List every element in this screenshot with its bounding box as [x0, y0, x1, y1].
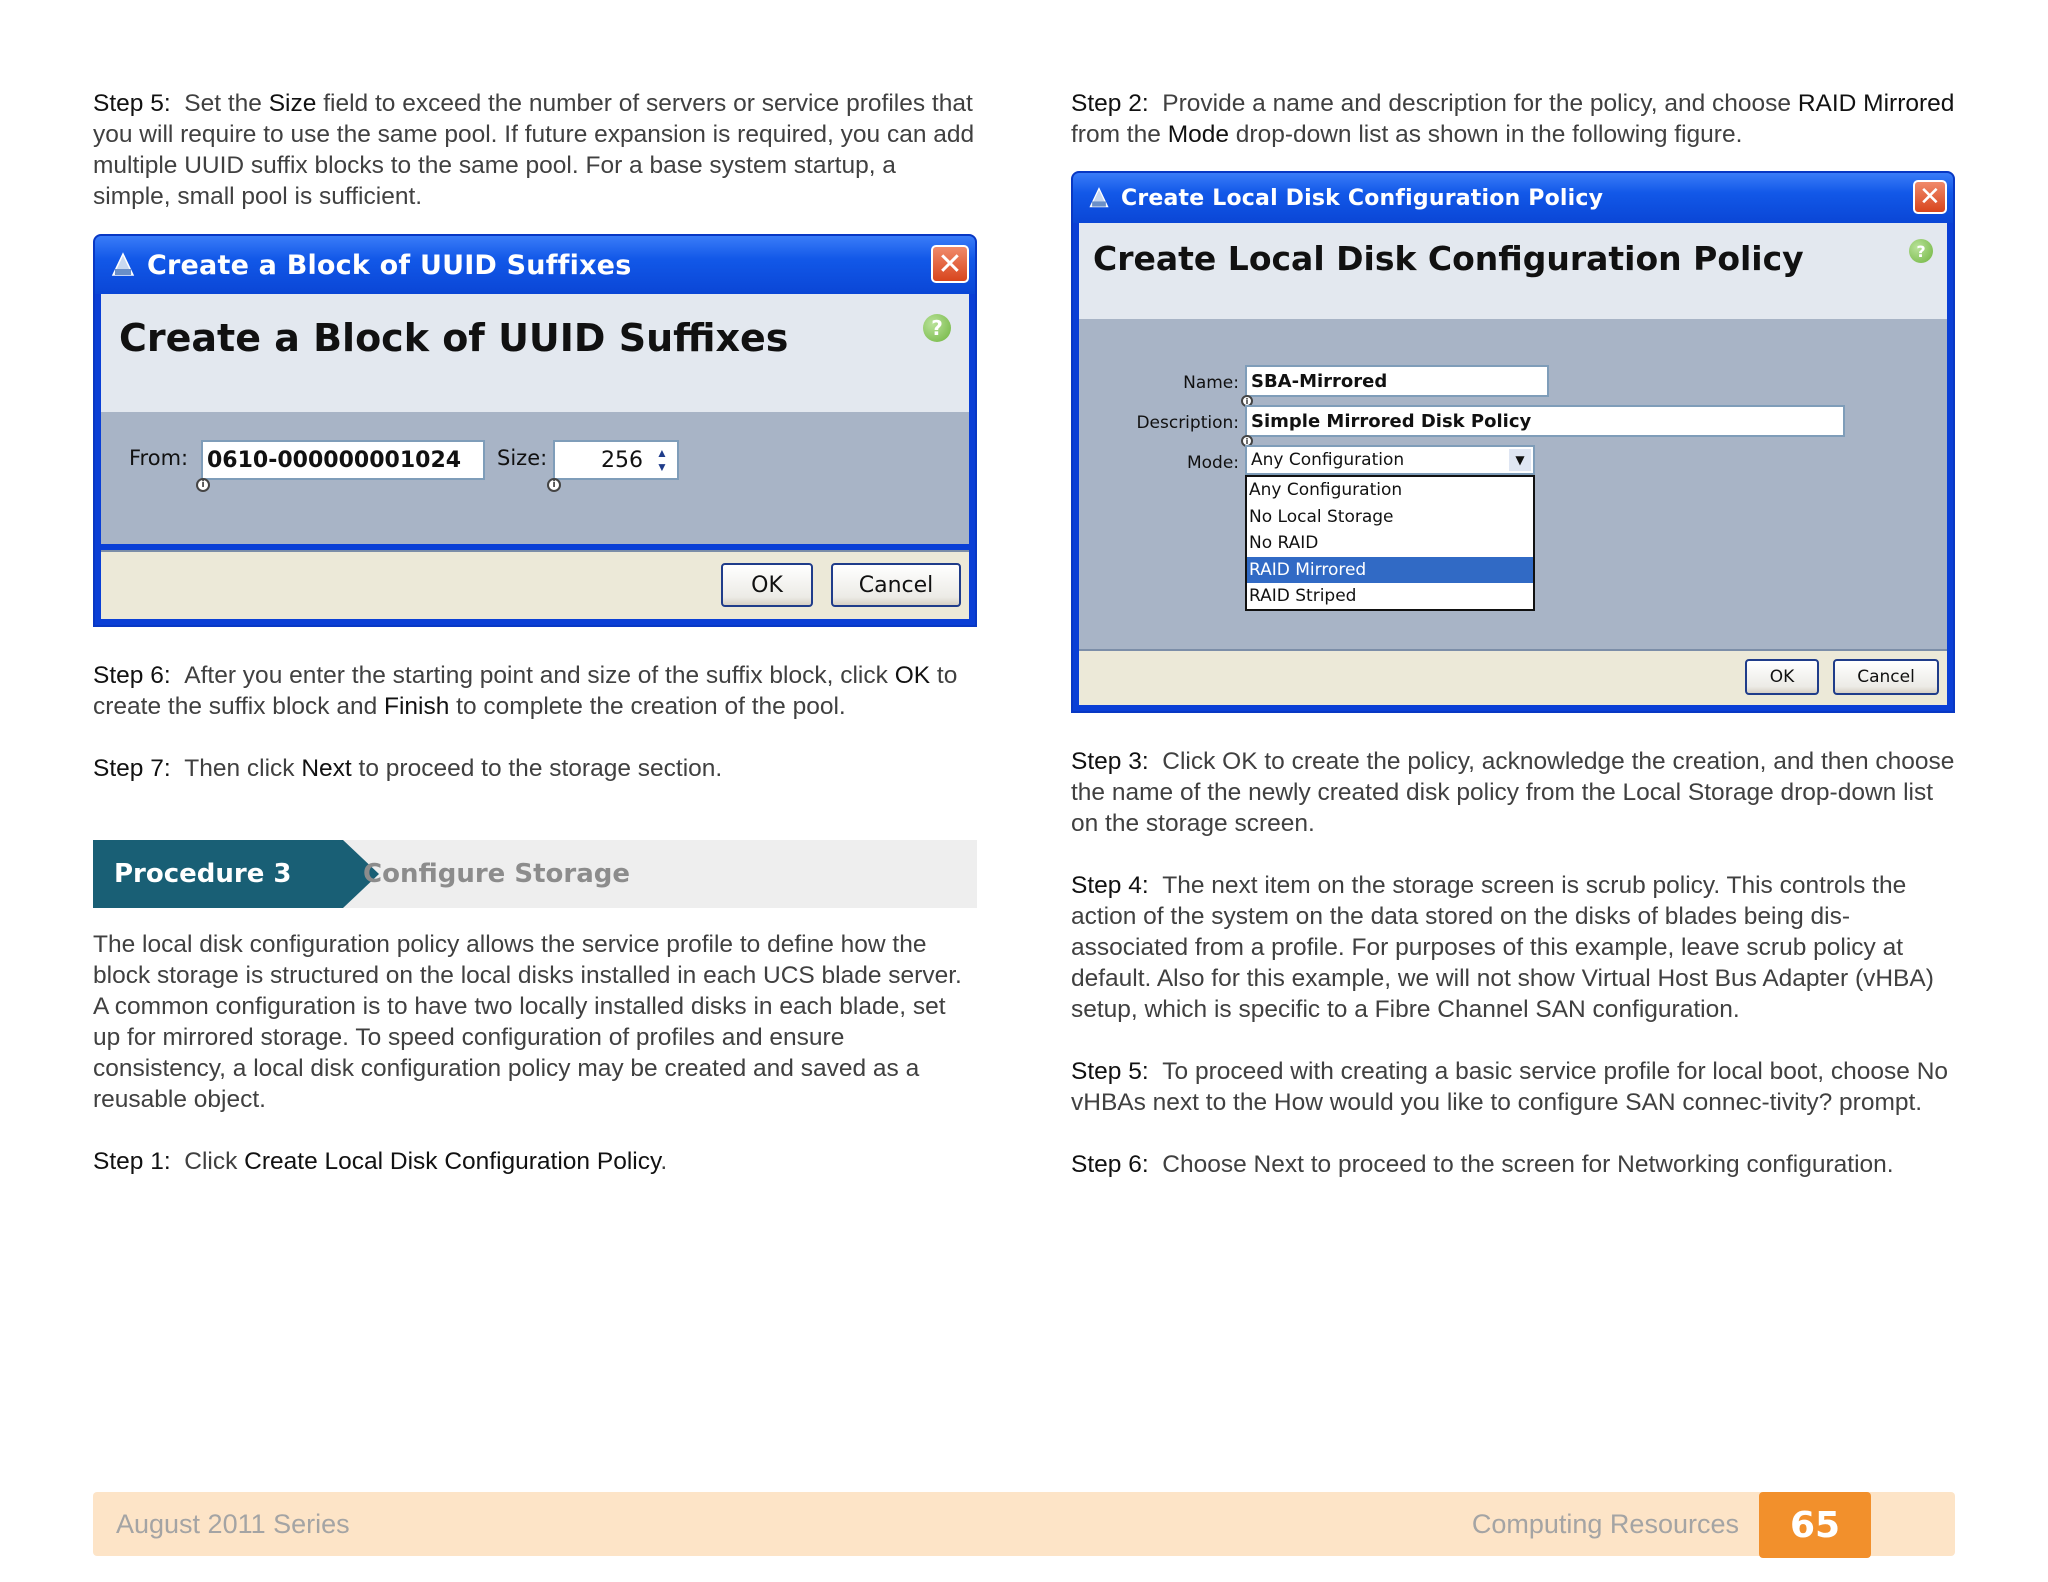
ok-button[interactable]: OK [1745, 659, 1819, 695]
r-step3-paragraph [1071, 746, 1955, 839]
r-step6-paragraph [1071, 1149, 1955, 1180]
step1-emph: Create Local Disk Configuration Policy [244, 1148, 661, 1175]
mode-selected-value: Any Configuration [1251, 450, 1405, 470]
disk-policy-header [1079, 223, 1947, 319]
intro-paragraph: The local disk configuration policy allows the service profile to define how the block storage is structured on the local disks installed in each UCS blade server. A common configuration is to have two locally installed disks in each blade, set up for mirrored storage. To speed configuration of profiles and ensure consistency, a local disk configuration policy may be created and saved as a reusable object. [93, 931, 962, 1113]
step6-text3: to complete the creation of the pool. [449, 693, 846, 720]
description-input[interactable]: Simple Mirrored Disk Policy [1245, 405, 1845, 437]
step7-text2: to proceed to the storage section. [351, 755, 723, 782]
step6-paragraph [93, 660, 977, 722]
r-step5-paragraph [1071, 1056, 1955, 1118]
right-column [1071, 88, 1955, 150]
mode-option[interactable]: No RAID [1249, 533, 1319, 553]
mode-option[interactable]: RAID Striped [1249, 586, 1357, 606]
uuid-dialog-footer [101, 550, 969, 619]
help-icon[interactable]: ? [1909, 239, 1933, 263]
uuid-dialog-title: Create a Block of UUID Suffixes [147, 249, 632, 281]
step5-text2: field to exceed the number of servers or service profiles that you will require to use the same pool. If future expansion is required, you can add multiple UUID suffix blocks to the same pool. For a base system startup, a simple, small pool is sufficient. [93, 90, 975, 210]
mode-dropdown-list [1245, 475, 1535, 611]
chevron-down-icon[interactable]: ▼ [1509, 449, 1531, 471]
r-step4-paragraph [1071, 870, 1955, 1025]
from-label: From: [129, 446, 189, 470]
step5-label: Step 5: [93, 90, 171, 117]
step7-label: Step 7: [93, 755, 171, 782]
uuid-dialog-titlebar[interactable] [95, 236, 975, 294]
step7-emph: Next [301, 755, 352, 782]
footer-section: Computing Resources [1471, 1508, 1739, 1539]
ok-button[interactable]: OK [721, 563, 813, 607]
procedure-banner [93, 840, 977, 908]
page-number: 65 [1759, 1492, 1871, 1558]
cancel-button[interactable]: Cancel [1833, 659, 1939, 695]
r-step2-label: Step 2: [1071, 90, 1149, 117]
disk-policy-footer [1079, 649, 1947, 705]
r-step2-emph2: Mode [1167, 121, 1229, 148]
procedure-tab: Procedure 3 [93, 840, 343, 908]
step7-text: Then click [184, 755, 302, 782]
uuid-dialog-heading: Create a Block of UUID Suffixes [119, 316, 789, 360]
step5-text: Set the [184, 90, 269, 117]
close-icon[interactable]: ✕ [931, 245, 969, 283]
name-info-icon: i [1241, 395, 1253, 407]
left-column [93, 88, 977, 212]
r-step2-text2: from the [1071, 121, 1168, 148]
r-step6-label: Step 6: [1071, 1151, 1149, 1178]
mode-option[interactable]: Any Configuration [1249, 480, 1403, 500]
r-step5-text: To proceed with creating a basic service profile for local boot, choose No vHBAs next to the How would you like to configure SAN connec-tivity? prompt. [1071, 1058, 1949, 1116]
left-column-procedure [93, 929, 977, 1177]
name-label: Name: [1183, 373, 1239, 393]
step1-paragraph [93, 1146, 977, 1177]
uuid-dialog [93, 234, 977, 627]
mode-label: Mode: [1186, 453, 1239, 473]
r-step3-label: Step 3: [1071, 748, 1149, 775]
r-step2-text: Provide a name and description for the policy, and choose [1162, 90, 1798, 117]
spinner-icon[interactable]: ▲ ▼ [656, 446, 668, 474]
r-step3-text: Click OK to create the policy, acknowledge the creation, and then choose the name of the newly created disk policy from the Local Storage drop-down list on the storage screen. [1071, 748, 1955, 837]
size-value: 256 [601, 447, 643, 473]
mode-option-selected[interactable]: RAID Mirrored [1247, 557, 1533, 584]
disk-policy-dialog [1071, 171, 1955, 713]
step5-paragraph [93, 88, 977, 212]
step6-text2: to create the suffix block and [93, 662, 958, 720]
step6-emph2: Finish [384, 693, 450, 720]
uuid-dialog-header [101, 294, 969, 412]
procedure-title: Configure Storage [363, 859, 630, 889]
uuid-dialog-body [101, 412, 969, 544]
step5-emph: Size [268, 90, 317, 117]
description-label: Description: [1136, 413, 1239, 433]
r-step4-label: Step 4: [1071, 872, 1149, 899]
step6-text: After you enter the starting point and size of the suffix block, click [184, 662, 895, 689]
step1-text2: . [660, 1148, 668, 1175]
r-step6-text: Choose Next to proceed to the screen for Networking configuration. [1162, 1151, 1894, 1178]
left-column-lower [93, 660, 977, 784]
from-input[interactable]: 0610-000000001024 [201, 440, 485, 480]
from-info-icon: i [196, 478, 210, 492]
r-step4-text: The next item on the storage screen is scrub policy. This controls the action of the system on the data stored on the disks of blades being dis-associated from a profile. For purposes of this example, leave scrub policy at default. Also for this example, we will not show Virtual Host Bus Adapter (vHBA) setup, which is specific to a Fibre Channel SAN configuration. [1071, 872, 1934, 1023]
disk-policy-body [1079, 319, 1947, 655]
java-app-icon [109, 251, 137, 279]
disk-policy-titlebar[interactable] [1073, 173, 1953, 223]
right-column-lower [1071, 746, 1955, 1180]
disk-policy-dialog-title: Create Local Disk Configuration Policy [1121, 185, 1604, 211]
footer-series: August 2011 Series [116, 1508, 350, 1539]
r-step5-label: Step 5: [1071, 1058, 1149, 1085]
step1-text: Click [184, 1148, 245, 1175]
disk-policy-heading: Create Local Disk Configuration Policy [1093, 239, 1804, 278]
r-step2-paragraph [1071, 88, 1955, 150]
size-label: Size: [497, 446, 548, 470]
java-app-icon [1087, 186, 1111, 210]
step6-label: Step 6: [93, 662, 171, 689]
step6-emph: OK [894, 662, 931, 689]
step7-paragraph [93, 753, 977, 784]
mode-select[interactable] [1245, 445, 1535, 475]
r-step2-emph: RAID Mirrored [1797, 90, 1955, 117]
help-icon[interactable]: ? [923, 314, 951, 342]
r-step2-text3: drop-down list as shown in the following figure. [1228, 121, 1743, 148]
mode-option[interactable]: No Local Storage [1249, 506, 1394, 527]
name-input[interactable]: SBA-Mirrored [1245, 365, 1549, 397]
step1-label: Step 1: [93, 1148, 171, 1175]
size-info-icon: i [547, 478, 561, 492]
close-icon[interactable]: ✕ [1913, 180, 1947, 214]
description-info-icon: i [1241, 435, 1253, 447]
cancel-button[interactable]: Cancel [831, 563, 961, 607]
page-footer [93, 1492, 1955, 1556]
